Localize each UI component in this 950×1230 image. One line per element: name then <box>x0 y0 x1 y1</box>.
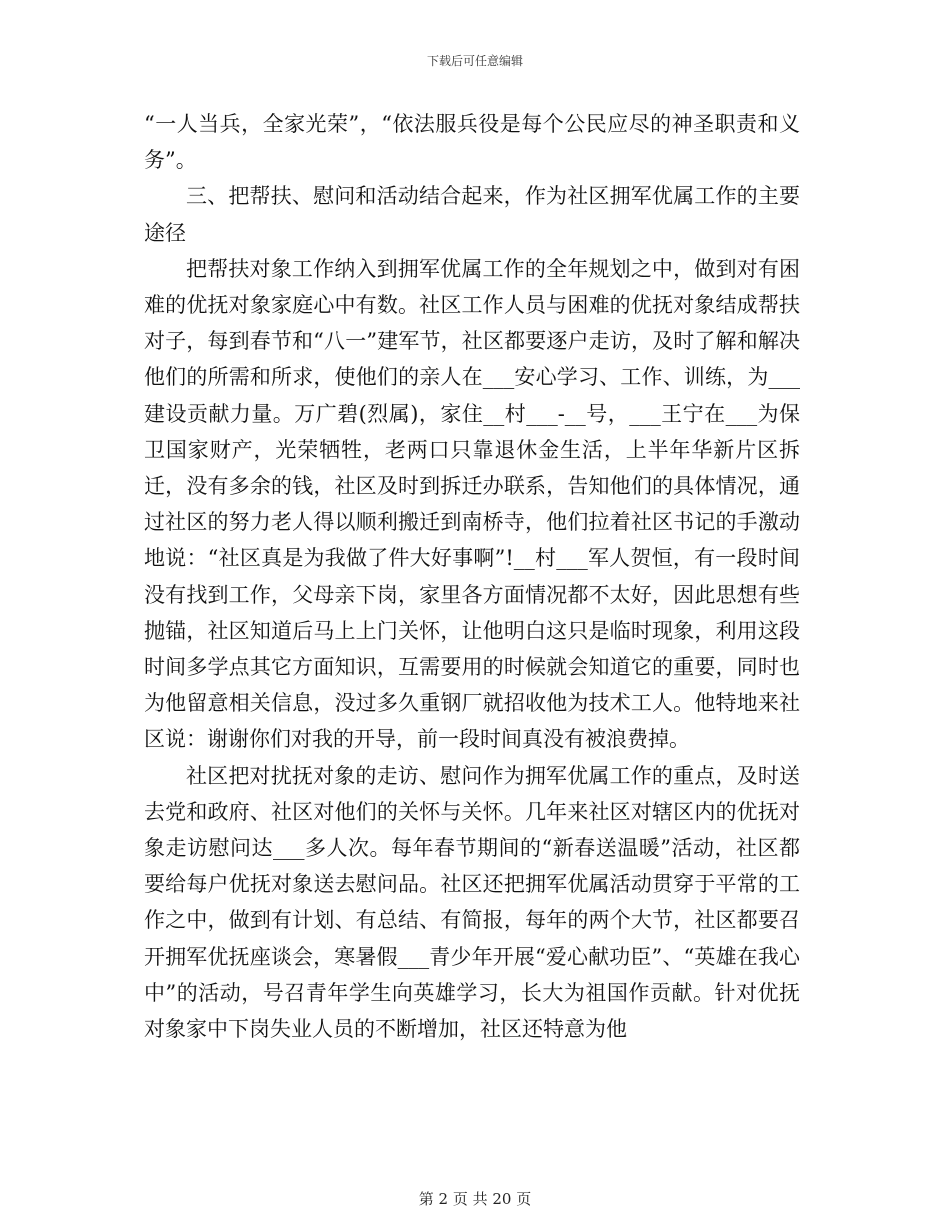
page-header: 下载后可任意编辑 <box>426 54 523 68</box>
document-body <box>144 106 800 1047</box>
page-footer: 第 2 页 共 20 页 <box>418 1190 532 1208</box>
paragraph-3: 把帮扶对象工作纳入到拥军优属工作的全年规划之中，做到对有困难的优抚对象家庭心中有数。社区工作人员与困难的优抚对象结成帮扶对子，每到春节和“八一”建军节，社区都要逐户走访，及时了解和解决他们的所需和所求，使他们的亲人在___安心学习、工作、训练，为___建设贡献力量。万广碧(烈属)，家住__村___-__号，___王宁在___为保卫国家财产，光荣牺牲，老两口只靠退休金生活，上半年华新片区拆迁，没有多余的钱，社区及时到拆迁办联系，告知他们的具体情况，通过社区的努力老人得以顺利搬迁到南桥寺，他们拉着社区书记的手激动地说：“社区真是为我做了件大好事啊”!__村___军人贺恒，有一段时间没有找到工作，父母亲下岗，家里各方面情况都不太好，因此思想有些抛锚，社区知道后马上上门关怀，让他明白这只是临时现象，利用这段时间多学点其它方面知识，互需要用的时候就会知道它的重要，同时也为他留意相关信息，没过多久重钢厂就招收他为技术工人。他特地来社区说：谢谢你们对我的开导，前一段时间真没有被浪费掉。 <box>144 256 800 752</box>
paragraph-section-heading: 三、把帮扶、慰问和活动结合起来，作为社区拥军优属工作的主要途径 <box>144 184 800 245</box>
paragraph-1: “一人当兵，全家光荣”，“依法服兵役是每个公民应尽的神圣职责和义务”。 <box>144 112 800 173</box>
paragraph-4: 社区把对扰抚对象的走访、慰问作为拥军优属工作的重点，及时送去党和政府、社区对他们的关怀与关怀。几年来社区对辖区内的优抚对象走访慰问达___多人次。每年春节期间的“新春送温暖”活动，社区都要给每户优抚对象送去慰问品。社区还把拥军优属活动贯穿于平常的工作之中，做到有计划、有总结、有简报，每年的两个大节，社区都要召开拥军优抚座谈会，寒暑假___青少年开展“爱心献功臣”、“英雄在我心中”的活动，号召青年学生向英雄学习，长大为祖国作贡献。针对优抚对象家中下岗失业人员的不断增加，社区还特意为他 <box>144 763 800 1042</box>
